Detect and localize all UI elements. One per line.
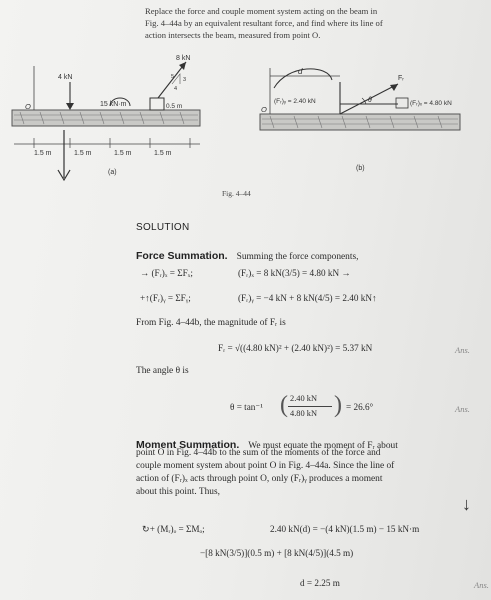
label-15knm: 15 kN·m <box>100 101 127 108</box>
figure-a <box>0 48 220 188</box>
eq1-right: (Fᵣ)ₓ = 8 kN(3/5) = 4.80 kN → <box>238 268 351 278</box>
paren-left: ( <box>280 392 288 418</box>
label-8kn: 8 kN <box>176 55 191 62</box>
ans-1: Ans. <box>455 345 470 355</box>
label-slope-3: 3 <box>183 77 187 83</box>
moment-eq-right-1: 2.40 kN(d) = −(4 kN)(1.5 m) − 15 kN·m <box>270 524 420 534</box>
ans-2: Ans. <box>455 404 470 414</box>
moment-eq-right-2: −[8 kN(3/5)](0.5 m) + [8 kN(4/5)](4.5 m) <box>200 548 354 558</box>
block-a <box>150 98 164 110</box>
moment-eq-left: ↻+ (Mᵣ)ₒ = ΣMₒ; <box>142 524 205 534</box>
force-4kn-arrowhead <box>66 103 74 110</box>
label-o-a: O <box>25 102 31 111</box>
angle-denominator: 4.80 kN <box>290 409 317 418</box>
label-fr: Fᵣ <box>398 75 404 82</box>
intro-line-2: Fig. 4–44a by an equivalent resultant force, and find where its line of <box>145 18 383 28</box>
eq1-left: → (Fᵣ)ₓ = ΣFₓ; <box>140 268 193 278</box>
force-summation-text: Summing the force components, <box>236 252 359 262</box>
eq2-right: (Fᵣ)ᵧ = −4 kN + 8 kN(4/5) = 2.40 kN↑ <box>238 293 377 303</box>
figure-b <box>248 58 478 178</box>
intro-line-1: Replace the force and couple moment system acting on the beam in <box>145 6 378 16</box>
angle-eq-left: θ = tan⁻¹ <box>230 402 264 412</box>
paren-right: ) <box>334 392 342 418</box>
beam-b <box>260 114 460 130</box>
label-d: d <box>298 67 303 76</box>
magnitude-eq: Fᵣ = √((4.80 kN)² + (2.40 kN)²) = 5.37 kN <box>218 343 373 353</box>
moment-summation-text-2: point O in Fig. 4–44b to the sum of the moments of the force and <box>136 448 381 458</box>
caption-b: (b) <box>356 165 365 172</box>
caption-a: (a) <box>108 169 117 176</box>
dim-3: 1.5 m <box>114 150 132 157</box>
force-summation-heading: Force Summation. <box>136 250 228 262</box>
label-theta: θ <box>368 97 372 104</box>
dim-4: 1.5 m <box>154 150 172 157</box>
label-05m: 0.5 m <box>166 103 183 110</box>
handdrawn-arrow-moment: ↓ <box>462 494 471 514</box>
angle-text: The angle θ is <box>136 366 189 376</box>
intro-line-3: action intersects the beam, measured from point O. <box>145 30 321 40</box>
dimension-ticks-a <box>34 138 190 148</box>
dim-1: 1.5 m <box>34 150 52 157</box>
moment-summation-text-3: couple moment system about point O in Fig. 4–44a. Since the line of <box>136 461 395 471</box>
handdrawn-arc-b <box>274 69 332 88</box>
eq2-left: +↑(Fᵣ)ᵧ = ΣFᵧ; <box>140 293 191 303</box>
label-slope-5: 5 <box>171 74 175 80</box>
label-slope-4: 4 <box>174 86 178 92</box>
solution-title: SOLUTION <box>136 222 190 233</box>
moment-summation-text-1: We must equate the moment of Fᵣ about <box>248 441 398 451</box>
block-b <box>396 98 408 108</box>
angle-numerator: 2.40 kN <box>290 394 317 403</box>
fraction-bar <box>288 406 332 407</box>
magnitude-text: From Fig. 4–44b, the magnitude of Fᵣ is <box>136 318 286 328</box>
label-o-b: O <box>261 105 267 114</box>
label-frx: (Fᵣ)ₓ = 4.80 kN <box>410 100 452 107</box>
moment-summation-text-5: about this point. Thus, <box>136 487 220 497</box>
label-4kn: 4 kN <box>58 74 73 81</box>
fig-caption: Fig. 4–44 <box>222 189 251 198</box>
ans-3: Ans. <box>474 580 489 590</box>
moment-result: d = 2.25 m <box>300 578 340 588</box>
label-fry: (Fᵣ)ᵧ = 2.40 kN <box>274 98 316 105</box>
dim-2: 1.5 m <box>74 150 92 157</box>
force-summation-line <box>136 246 358 264</box>
moment-summation-heading: Moment Summation. <box>136 439 240 451</box>
moment-summation-text-4: action of (Fᵣ)ₓ acts through point O, only (Fᵣ)ᵧ produces a moment <box>136 474 383 484</box>
angle-result: = 26.6° <box>346 402 374 412</box>
